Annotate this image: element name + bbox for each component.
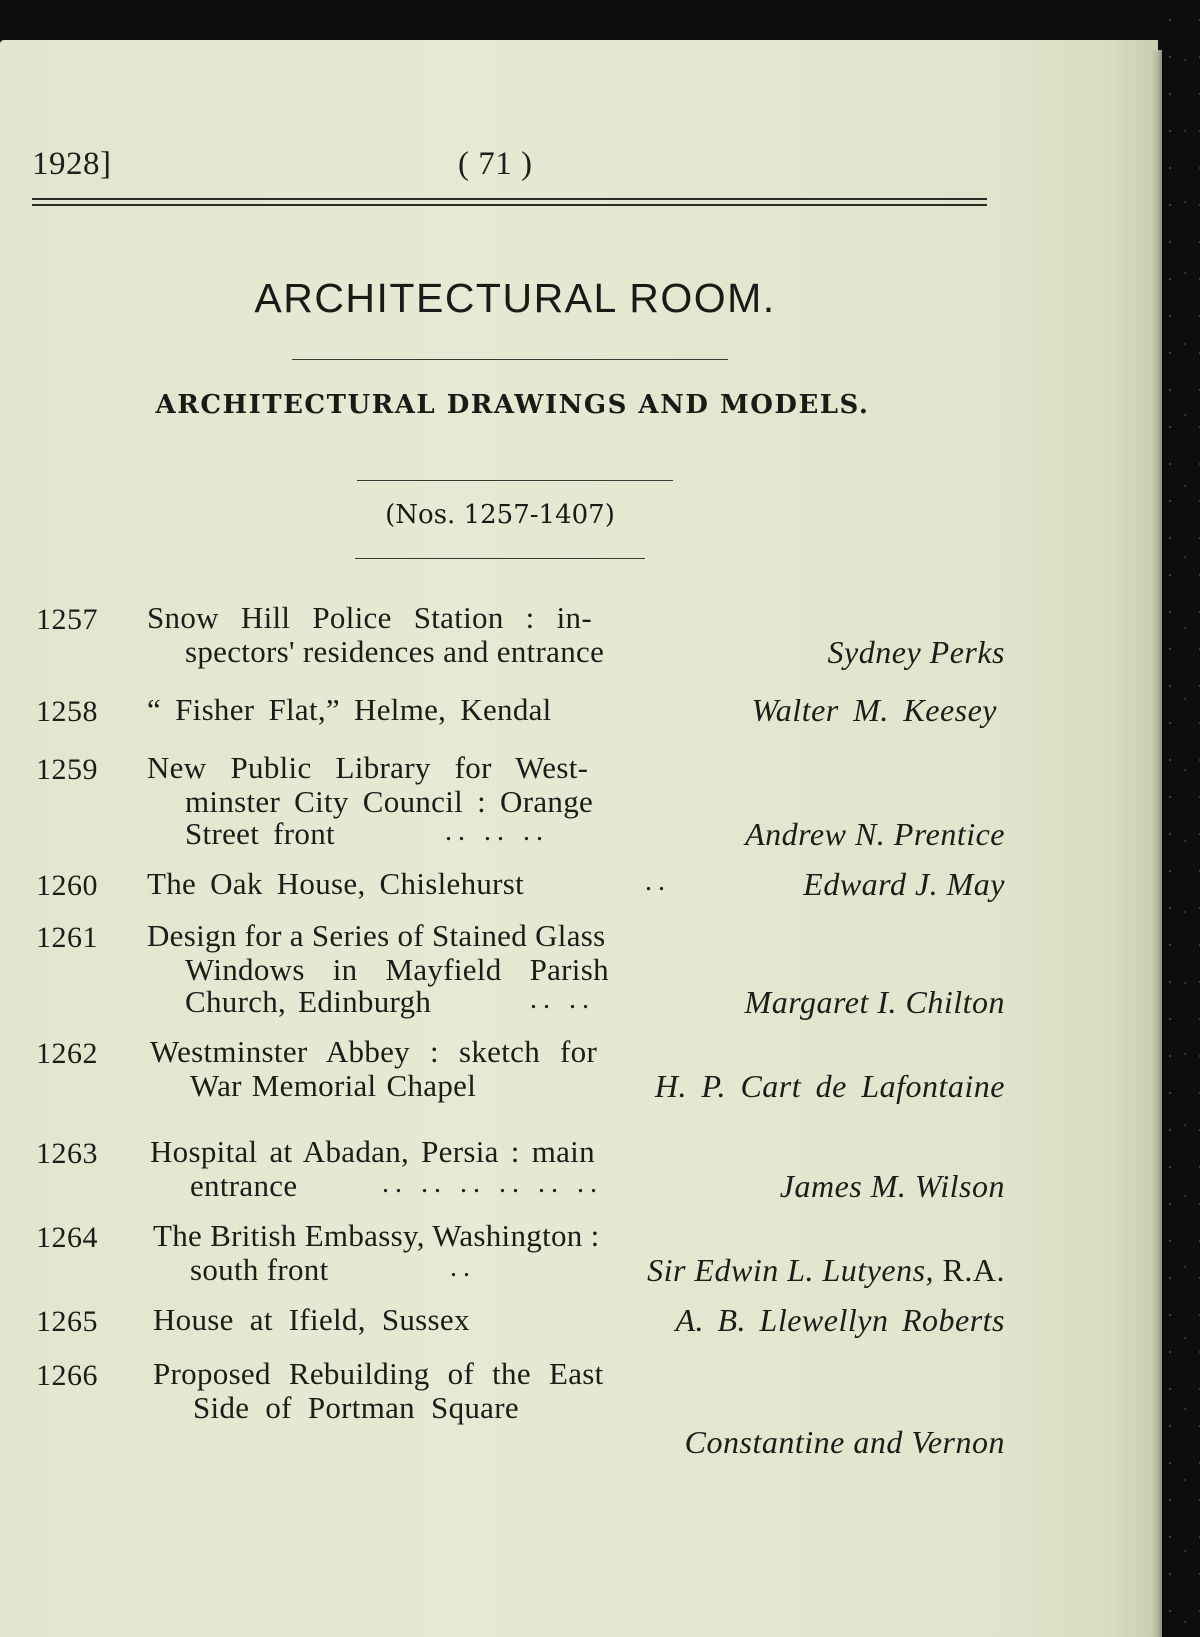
dot-leader: .. ..	[530, 984, 595, 1015]
entry-artist: Edward J. May	[803, 866, 1005, 902]
entry-title-line: entrance	[190, 1168, 298, 1203]
header-year: 1928]	[32, 146, 112, 182]
entry-title-line: “ Fisher Flat,” Helme, Kendal	[147, 692, 552, 727]
entry-title-line: Windows in Mayfield Parish	[185, 952, 609, 987]
entry-artist: Walter M. Keesey	[751, 692, 997, 728]
entry-artist-suffix: R.A.	[942, 1252, 1005, 1288]
dot-leader: .. .. ..	[445, 816, 549, 847]
section-subtitle: ARCHITECTURAL DRAWINGS AND MODELS.	[155, 390, 870, 420]
entry-title-line: minster City Council : Orange	[185, 784, 594, 819]
entry-number: 1266	[36, 1359, 98, 1392]
entry-number: 1264	[36, 1221, 98, 1254]
entry-title-line: The Oak House, Chislehurst	[147, 866, 525, 901]
entry-number: 1263	[36, 1137, 98, 1170]
entry-artist: Andrew N. Prentice	[745, 816, 1005, 852]
entry-artist: A. B. Llewellyn Roberts	[675, 1302, 1005, 1338]
entry-title-line: New Public Library for West-	[147, 750, 589, 785]
background-speckle	[1160, 0, 1200, 1637]
entry-number: 1265	[36, 1305, 98, 1338]
entry-number: 1261	[36, 921, 98, 954]
entry-artist	[647, 1252, 1005, 1289]
dot-leader: ..	[450, 1252, 476, 1283]
entry-artist: Margaret I. Chilton	[744, 984, 1005, 1020]
range-rule	[355, 558, 645, 559]
entry-title-line: House at Ifield, Sussex	[153, 1302, 470, 1337]
entry-number: 1259	[36, 753, 98, 786]
entry-title-line: The British Embassy, Washington :	[153, 1218, 600, 1253]
entry-title-line: Proposed Rebuilding of the East	[153, 1356, 604, 1391]
section-title: ARCHITECTURAL ROOM.	[254, 275, 776, 321]
entry-artist-name: Sir Edwin L. Lutyens,	[647, 1252, 935, 1288]
header-rule-bottom	[32, 204, 987, 206]
entry-number: 1262	[36, 1037, 98, 1070]
running-header	[32, 106, 987, 192]
entry-title-line: south front	[190, 1252, 329, 1287]
entry-artist: H. P. Cart de Lafontaine	[654, 1068, 1005, 1104]
subtitle-rule	[357, 480, 673, 481]
entry-artist: James M. Wilson	[779, 1168, 1005, 1204]
dot-leader: .. .. .. .. .. ..	[382, 1168, 603, 1199]
entry-title-line: spectors' residences and entrance	[185, 634, 605, 669]
entry-title-line: Snow Hill Police Station : in-	[147, 600, 592, 635]
entry-title-line: War Memorial Chapel	[190, 1068, 477, 1103]
dot-leader: ..	[645, 866, 671, 897]
page-edge	[1150, 50, 1162, 1637]
entry-title-line: Westminster Abbey : sketch for	[150, 1034, 598, 1069]
entry-number: 1258	[36, 695, 98, 728]
entry-number: 1257	[36, 603, 98, 636]
header-rule-top	[32, 198, 987, 200]
entry-number: 1260	[36, 869, 98, 902]
catalogue-number-range: (Nos. 1257-1407)	[385, 500, 615, 530]
title-rule	[292, 359, 728, 360]
entry-artist: Sydney Perks	[827, 634, 1005, 670]
entry-artist: Constantine and Vernon	[684, 1424, 1005, 1460]
entry-title-line: Side of Portman Square	[193, 1390, 519, 1425]
entry-title-line: Design for a Series of Stained Glass	[147, 918, 606, 953]
page-number: ( 71 )	[458, 146, 533, 182]
entry-title-line: Hospital at Abadan, Persia : main	[150, 1134, 595, 1169]
entry-title-line: Church, Edinburgh	[185, 984, 432, 1019]
entry-title-line: Street front	[185, 816, 335, 851]
